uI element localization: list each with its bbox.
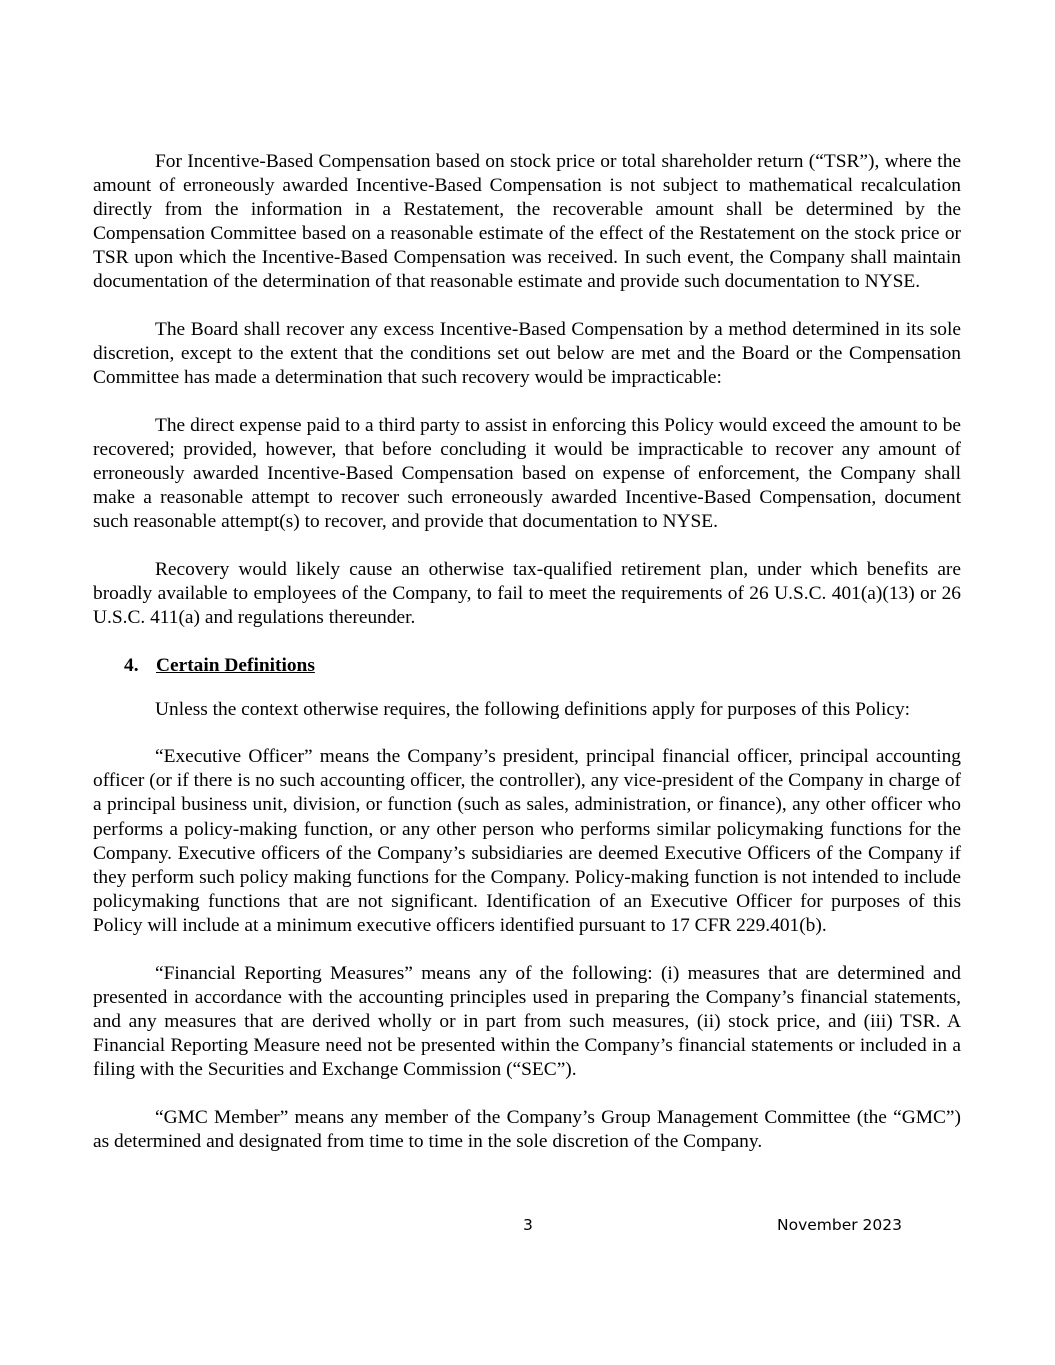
paragraph-gmc-member: “GMC Member” means any member of the Company’s Group Management Committee (the “GMC”) as determined and designated from time to time in the sole discretion of the Company. [93,1106,961,1152]
paragraph-retirement-plan: Recovery would likely cause an otherwise tax-qualified retirement plan, under which benefits are broadly available to employees of the Company, to fail to meet the requirements of 26 U.S.C. 401(a)(13) or 26 U.S.C. 411(a) and regulations thereunder. [93,558,961,628]
section-heading [93,654,961,678]
page-number: 3 [523,1216,533,1234]
section-number: 4. [124,654,139,676]
paragraph-definitions-intro: Unless the context otherwise requires, the following definitions apply for purposes of this Policy: [155,698,911,720]
paragraph-direct-expense: The direct expense paid to a third party to assist in enforcing this Policy would exceed the amount to be recovered; provided, however, that before concluding it would be impracticable to recover any amount of erroneously awarded Incentive-Based Compensation based on expense of enforcement, the Company shall make a reasonable attempt to recover such erroneously awarded Incentive-Based Compensation, document such reasonable attempt(s) to recover, and provide that documentation to NYSE. [93,414,961,533]
paragraph-executive-officer: “Executive Officer” means the Company’s president, principal financial officer, principal accounting officer (or if there is no such accounting officer, the controller), any vice-president of the Company in charge of a principal business unit, division, or function (such as sales, administration, or finance), any other officer who performs a policy-making function, or any other person who performs similar policymaking functions for the Company. Executive officers of the Company’s subsidiaries are deemed Executive Officers of the Company if they perform such policy making functions for the Company. Policy-making function is not intended to include policymaking functions that are not significant. Identification of an Executive Officer for purposes of this Policy will include at a minimum executive officers identified pursuant to 17 CFR 229.401(b). [93,746,961,936]
paragraph-tsr-recovery: For Incentive-Based Compensation based on stock price or total shareholder return (“TSR”), where the amount of erroneously awarded Incentive-Based Compensation is not subject to mathematical recalculation directly from the information in a Restatement, the recoverable amount shall be determined by the Compensation Committee based on a reasonable estimate of the effect of the Restatement on the stock price or TSR upon which the Incentive-Based Compensation was received. In such event, the Company shall maintain documentation of the determination of that reasonable estimate and provide such documentation to NYSE. [93,151,961,293]
section-title: Certain Definitions [156,654,315,676]
document-page [93,150,961,1177]
page-footer [0,1216,1055,1240]
paragraph-board-recovery: The Board shall recover any excess Incentive-Based Compensation by a method determined in its sole discretion, except to the extent that the conditions set out below are met and the Board or the Compensation Committee has made a determination that such recovery would be impracticable: [93,319,961,389]
footer-date: November 2023 [777,1216,903,1234]
paragraph-financial-reporting-measures: “Financial Reporting Measures” means any of the following: (i) measures that are determined and presented in accordance with the accounting principles used in preparing the Company’s financial statements, and any measures that are derived wholly or in part from such measures, (ii) stock price, and (iii) TSR. A Financial Reporting Measure need not be presented within the Company’s financial statements or included in a filing with the Securities and Exchange Commission (“SEC”). [93,962,961,1080]
